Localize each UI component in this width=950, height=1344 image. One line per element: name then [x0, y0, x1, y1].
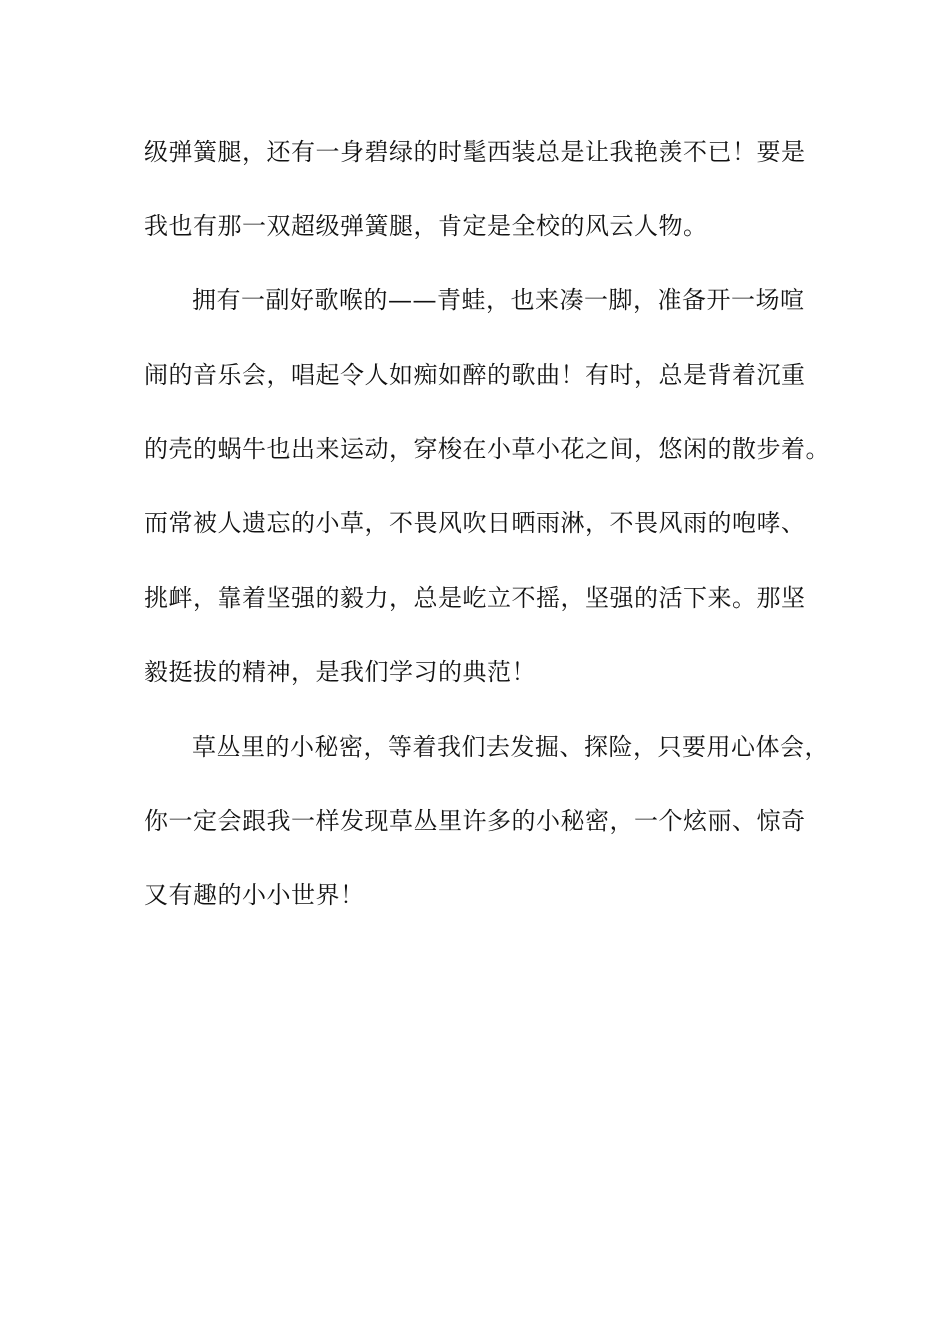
- text-line-9: 草丛里的小秘密，等着我们去发掘、探险，只要用心体会，: [192, 733, 829, 761]
- text-line-7: 挑衅，靠着坚强的毅力，总是屹立不摇，坚强的活下来。那坚: [144, 584, 806, 612]
- text-line-4: 闹的音乐会，唱起令人如痴如醉的歌曲！有时，总是背着沉重: [144, 361, 806, 389]
- text-line-1: 级弹簧腿，还有一身碧绿的时髦西装总是让我艳羡不已！要是: [144, 138, 806, 166]
- text-line-2: 我也有那一双超级弹簧腿，肯定是全校的风云人物。: [144, 212, 708, 240]
- text-line-11: 又有趣的小小世界！: [144, 881, 365, 909]
- text-line-10: 你一定会跟我一样发现草丛里许多的小秘密，一个炫丽、惊奇: [144, 807, 806, 835]
- text-line-3: 拥有一副好歌喉的——青蛙，也来凑一脚，准备开一场喧: [192, 286, 805, 314]
- text-line-6: 而常被人遗忘的小草，不畏风吹日晒雨淋，不畏风雨的咆哮、: [144, 509, 806, 537]
- text-line-5: 的壳的蜗牛也出来运动，穿梭在小草小花之间，悠闲的散步着。: [144, 435, 830, 463]
- text-line-8: 毅挺拔的精神，是我们学习的典范！: [144, 658, 536, 686]
